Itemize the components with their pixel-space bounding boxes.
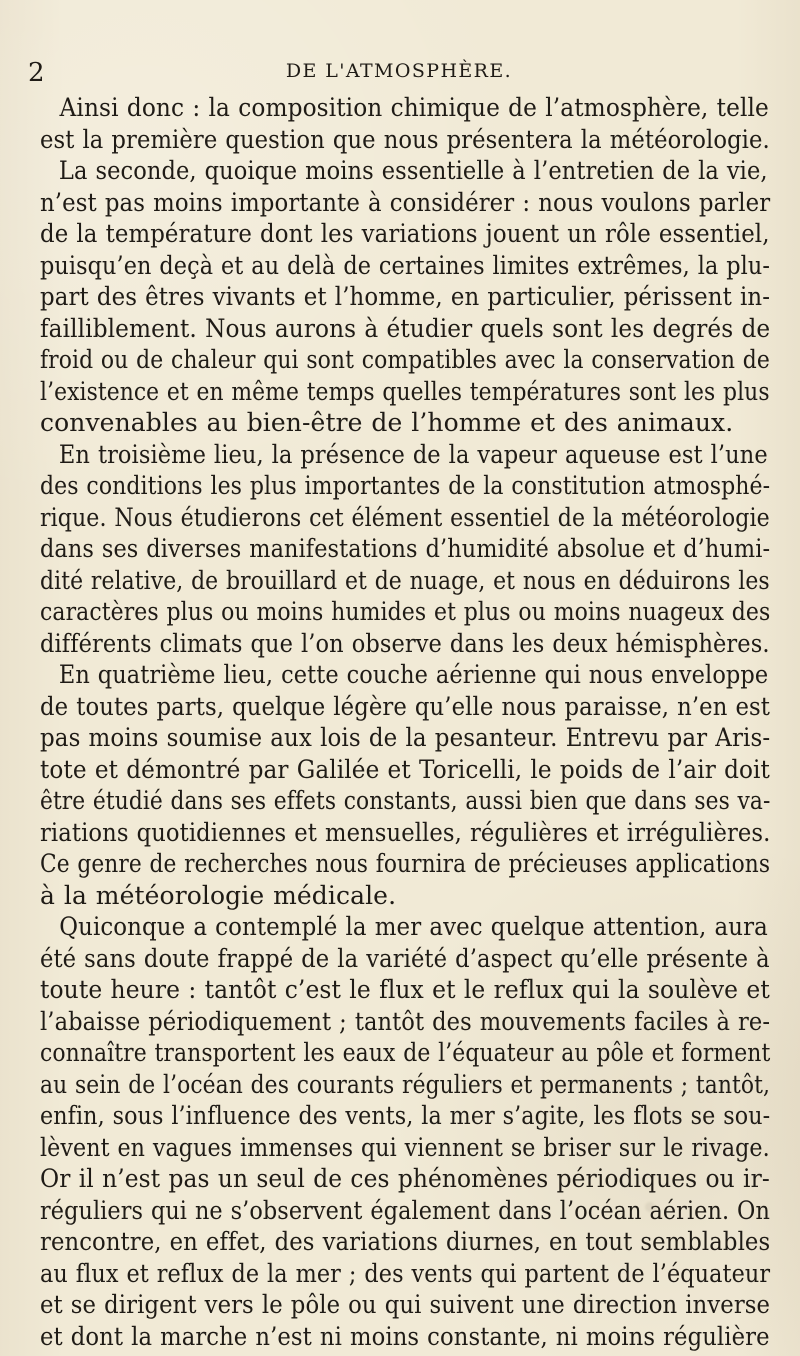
text-line: tote et démontré par Galilée et Toricelli, le poids de l’air doit [40,754,770,784]
text-line: des conditions les plus importantes de la constitution atmosphé- [40,471,771,500]
running-head: DE L'ATMOSPHÈRE. [285,60,513,82]
body-text [40,92,770,1352]
text-line: rencontre, en effet, des variations diurnes, en tout semblables [40,1227,771,1256]
text-line: été sans doute frappé de la variété d’aspect qu’elle présente à [40,943,770,973]
text-line: réguliers qui ne s’observent également dans l’océan aérien. On [40,1195,770,1225]
text-line: et dont la marche n’est ni moins constante, ni moins régulière [40,1321,770,1351]
text-line: est la première question que nous présentera la météorologie. [40,124,770,154]
text-line: dans ses diverses manifestations d’humidité absolue et d’humi- [40,534,771,563]
text-line: En quatrième lieu, cette couche aérienne qui nous enveloppe [58,660,769,689]
text-line: froid ou de chaleur qui sont compatibles avec la conservation de [40,345,770,374]
text-line: failliblement. Nous aurons à étudier quels sont les degrés de [40,313,771,343]
text-line: caractères plus ou moins humides et plus ou moins nuageux des [40,597,771,626]
text-line: toute heure : tantôt c’est le flux et le reflux qui la soulève et [40,975,770,1004]
text-line: différents climats que l’on observe dans les deux hémisphères. [40,628,770,658]
text-line: rique. Nous étudierons cet élément essentiel de la météorologie [40,502,770,532]
text-line: Ce genre de recherches nous fournira de précieuses applications [40,849,771,878]
text-line: enfin, sous l’influence des vents, la mer s’agite, les flots se sou- [40,1101,771,1130]
text-line: de toutes parts, quelque légère qu’elle nous paraisse, n’en est [40,691,770,721]
text-line: au sein de l’océan des courants réguliers et permanents ; tantôt, [40,1069,770,1099]
text-line: au flux et reflux de la mer ; des vents qui partent de l’équateur [40,1258,771,1288]
text-line: à la météorologie médicale. [40,880,397,910]
text-line: riations quotidiennes et mensuelles, régulières et irrégulières. [40,817,771,847]
text-line: convenables au bien-être de l’homme et des animaux. [40,408,734,437]
text-line: En troisième lieu, la présence de la vapeur aqueuse est l’une [58,439,768,469]
text-line: dité relative, de brouillard et de nuage, et nous en déduirons les [40,565,770,595]
text-line: connaître transportent les eaux de l’équateur au pôle et forment [40,1038,771,1067]
text-line: puisqu’en deçà et au delà de certaines limites extrêmes, la plu- [40,250,770,280]
text-line: Ainsi donc : la composition chimique de l’atmosphère, telle [59,93,769,122]
text-line: l’existence et en même temps quelles températures sont les plus [40,376,770,406]
text-line: Quiconque a contemplé la mer avec quelque attention, aura [59,912,768,941]
text-line: part des êtres vivants et l’homme, en particulier, périssent in- [40,282,771,311]
text-line: être étudié dans ses effets constants, aussi bien que dans ses va- [40,786,771,815]
text-line: l’abaisse périodiquement ; tantôt des mouvements faciles à re- [40,1006,771,1036]
text-line: de la température dont les variations jouent un rôle essentiel, [40,219,770,248]
text-line: Or il n’est pas un seul de ces phénomènes périodiques ou ir- [40,1164,770,1193]
text-line: lèvent en vagues immenses qui viennent se briser sur le rivage. [40,1132,770,1162]
text-line: n’est pas moins importante à considérer : nous voulons parler [40,187,771,217]
text-line: et se dirigent vers le pôle ou qui suivent une direction inverse [40,1290,771,1319]
text-line: pas moins soumise aux lois de la pesanteur. Entrevu par Aris- [40,723,771,752]
text-line: La seconde, quoique moins essentielle à l’entretien de la vie, [58,156,768,185]
page-number: 2 [28,58,46,88]
